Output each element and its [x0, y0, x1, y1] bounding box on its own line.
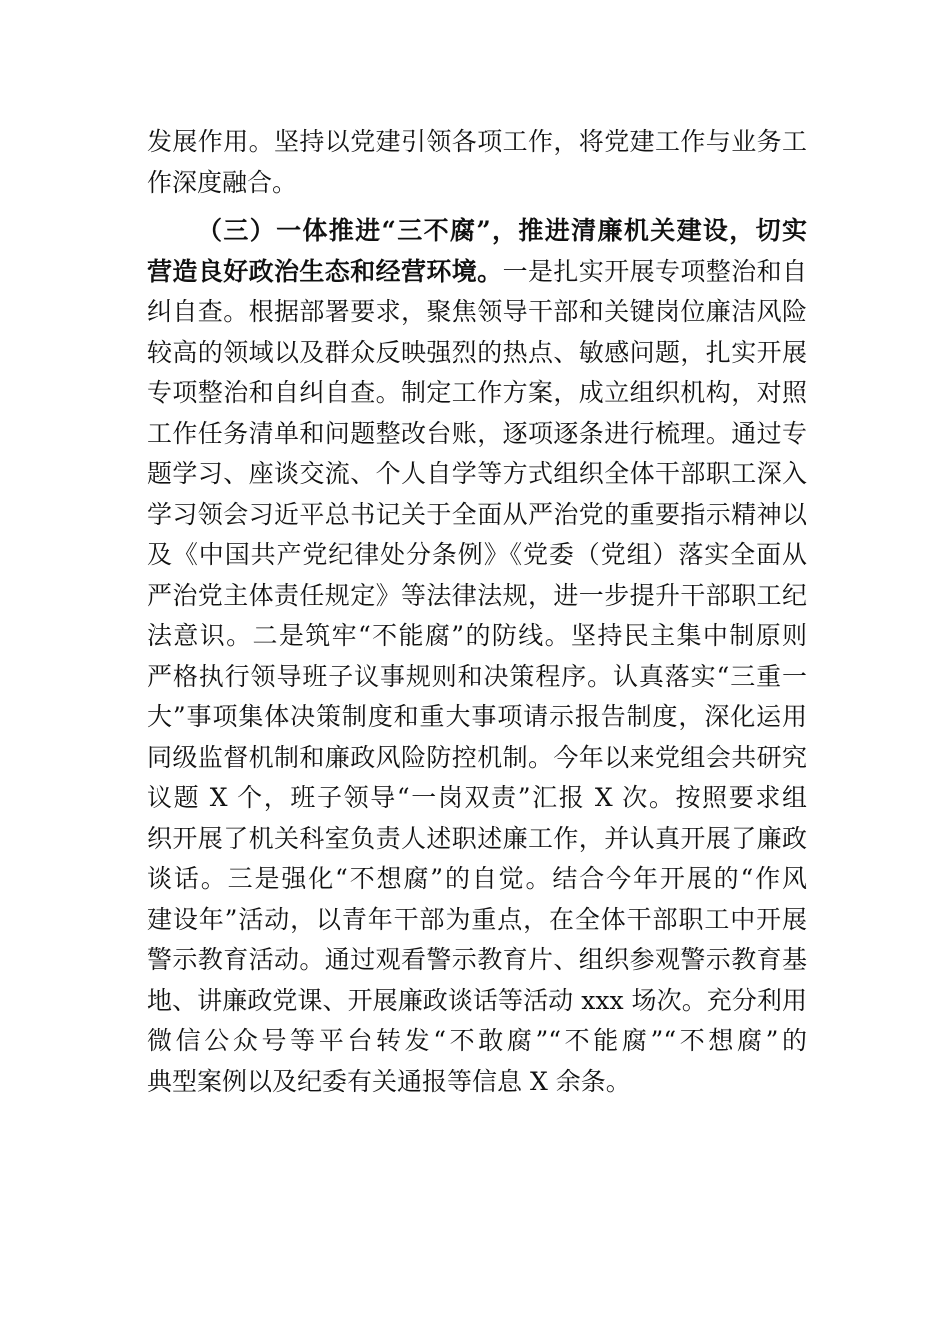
text-line: 大”事项集体决策制度和重大事项请示报告制度，深化运用 [147, 702, 807, 731]
text-line: 严格执行领导班子议事规则和决策程序。认真落实“三重一 [147, 661, 807, 691]
text-line: 典型案例以及纪委有关通报等信息 X 余条。 [147, 1066, 631, 1096]
text-line: 微信公众号等平台转发“不敢腐”“不能腐”“不想腐”的 [147, 1026, 807, 1055]
text-segment: 一是扎实开展专项整治和自 [502, 256, 807, 286]
section-heading-line: （三）一体推进“三不腐”，推进清廉机关建设，切实 [197, 216, 807, 245]
text-line: 建设年”活动，以青年干部为重点，在全体干部职工中开展 [147, 904, 807, 934]
text-line: 作深度融合。 [147, 167, 298, 197]
paragraph-1 [147, 122, 807, 203]
text-line: 法意识。二是筑牢“不能腐”的防线。坚持民主集中制原则 [147, 621, 807, 650]
text-line: 地、讲廉政党课、开展廉政谈话等活动 xxx 场次。充分利用 [147, 985, 807, 1015]
text-line: 议题 X 个，班子领导“一岗双责”汇报 X 次。按照要求组 [147, 783, 807, 812]
paragraph-gap [147, 203, 807, 211]
text-line: 学习领会习近平总书记关于全面从严治党的重要指示精神以 [147, 499, 807, 529]
text-line: 较高的领域以及群众反映强烈的热点、敏感问题，扎实开展 [147, 337, 807, 367]
text-line: 严治党主体责任规定》等法律法规，进一步提升干部职工纪 [147, 580, 807, 610]
text-line [147, 252, 807, 293]
text-line: 及《中国共产党纪律处分条例》《党委（党组）落实全面从 [147, 540, 807, 569]
text-line: 同级监督机制和廉政风险防控机制。今年以来党组会共研究 [147, 742, 807, 772]
text-line: 谈话。三是强化“不想腐”的自觉。结合今年开展的“作风 [147, 864, 807, 893]
document-body [147, 122, 807, 1102]
text-line: 织开展了机关科室负责人述职述廉工作，并认真开展了廉政 [147, 823, 807, 853]
text-line: 工作任务清单和问题整改台账，逐项逐条进行梳理。通过专 [147, 418, 807, 448]
text-line: 发展作用。坚持以党建引领各项工作，将党建工作与业务工 [147, 127, 807, 156]
section-heading-continuation: 营造良好政治生态和经营环境。 [147, 256, 503, 286]
text-line: 纠自查。根据部署要求，聚焦领导干部和关键岗位廉洁风险 [147, 297, 807, 326]
text-line: 警示教育活动。通过观看警示教育片、组织参观警示教育基 [147, 945, 807, 974]
text-line: 题学习、座谈交流、个人自学等方式组织全体干部职工深入 [147, 459, 807, 488]
text-line: 专项整治和自纠自查。制定工作方案，成立组织机构，对照 [147, 378, 807, 407]
paragraph-3 [147, 211, 807, 1102]
